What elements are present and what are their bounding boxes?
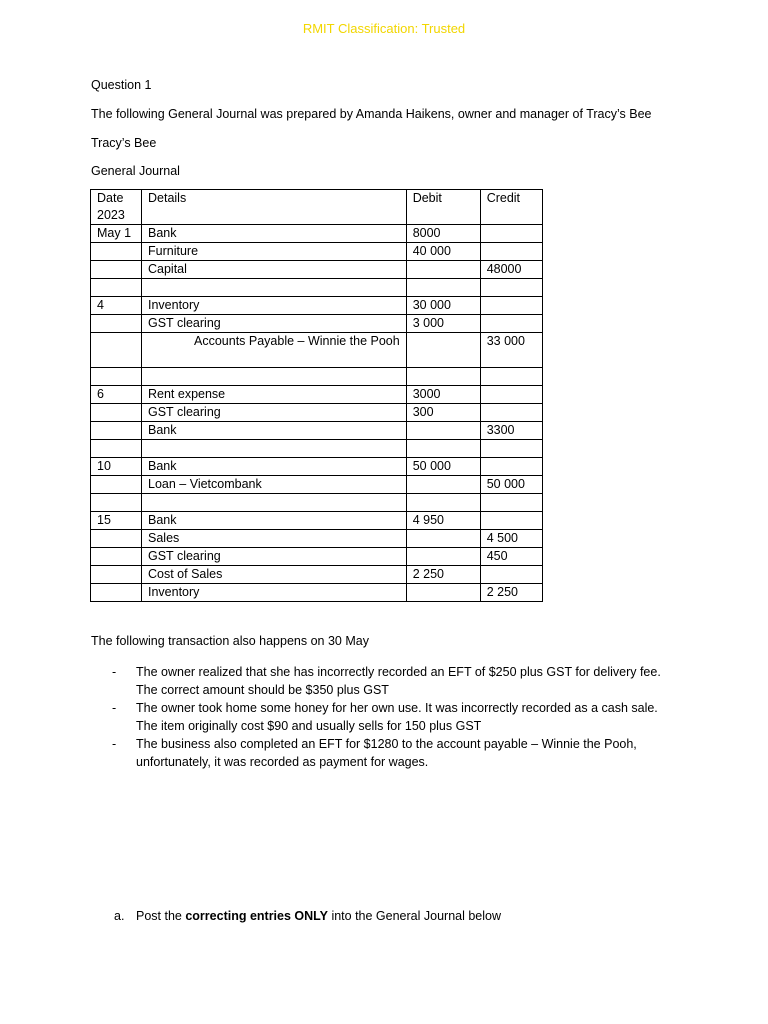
list-item <box>112 663 672 699</box>
cell-details: Capital <box>142 261 407 279</box>
table-row <box>91 297 543 315</box>
cell-credit: 2 250 <box>480 584 542 602</box>
table-header-row <box>91 190 543 225</box>
cell-debit: 50 000 <box>406 458 480 476</box>
cell-details: Bank <box>142 422 407 440</box>
header-debit: Debit <box>406 190 480 225</box>
cell-credit <box>480 368 542 386</box>
bullet-text: The business also completed an EFT for $1280 to the account payable – Winnie the Pooh, unfortunately, it was recorded as payment for wages. <box>136 737 637 769</box>
cell-details: GST clearing <box>142 315 407 333</box>
cell-details <box>142 368 407 386</box>
cell-date <box>91 315 142 333</box>
cell-credit <box>480 297 542 315</box>
cell-debit: 3000 <box>406 386 480 404</box>
list-item <box>112 699 672 735</box>
bullet-dash: - <box>112 665 117 679</box>
table-row-blank <box>91 494 543 512</box>
table-row <box>91 476 543 494</box>
cell-credit: 48000 <box>480 261 542 279</box>
cell-credit <box>480 315 542 333</box>
details-text: Accounts Payable – Winnie the Pooh <box>194 334 400 348</box>
cell-date <box>91 584 142 602</box>
table-row <box>91 548 543 566</box>
cell-debit <box>406 422 480 440</box>
table-row <box>91 261 543 279</box>
table-row-blank <box>91 440 543 458</box>
cell-details: Inventory <box>142 297 407 315</box>
cell-debit: 300 <box>406 404 480 422</box>
cell-debit <box>406 261 480 279</box>
cell-date <box>91 494 142 512</box>
cell-date <box>91 548 142 566</box>
cell-credit: 33 000 <box>480 333 542 368</box>
cell-credit <box>480 279 542 297</box>
cell-credit <box>480 386 542 404</box>
cell-details: Cost of Sales <box>142 566 407 584</box>
bullet-dash: - <box>112 737 117 751</box>
question-a <box>114 909 501 923</box>
cell-details <box>142 279 407 297</box>
cell-date <box>91 261 142 279</box>
cell-details: Furniture <box>142 243 407 261</box>
table-row <box>91 584 543 602</box>
cell-date: 4 <box>91 297 142 315</box>
cell-debit: 40 000 <box>406 243 480 261</box>
cell-date: 10 <box>91 458 142 476</box>
cell-debit <box>406 279 480 297</box>
intro-text: The following General Journal was prepared by Amanda Haikens, owner and manager of Tracy’s Bee <box>91 107 652 121</box>
cell-date <box>91 422 142 440</box>
cell-credit <box>480 243 542 261</box>
cell-date <box>91 404 142 422</box>
cell-details: Sales <box>142 530 407 548</box>
question-a-suffix: into the General Journal below <box>327 909 502 923</box>
cell-details: Bank <box>142 225 407 243</box>
table-row <box>91 225 543 243</box>
cell-debit: 30 000 <box>406 297 480 315</box>
table-row <box>91 243 543 261</box>
cell-date <box>91 243 142 261</box>
cell-credit <box>480 404 542 422</box>
cell-date: 15 <box>91 512 142 530</box>
bullet-text: The owner realized that she has incorrectly recorded an EFT of $250 plus GST for delivery fee. The correct amount should be $350 plus GST <box>136 665 661 697</box>
table-row <box>91 404 543 422</box>
cell-credit: 3300 <box>480 422 542 440</box>
header-date: Date 2023 <box>91 190 142 225</box>
bullet-text: The owner took home some honey for her own use. It was incorrectly recorded as a cash sale. The item originally cost $90 and usually sells for 150 plus GST <box>136 701 658 733</box>
cell-credit <box>480 440 542 458</box>
table-row <box>91 566 543 584</box>
table-row <box>91 530 543 548</box>
bullet-dash: - <box>112 701 117 715</box>
cell-date <box>91 279 142 297</box>
cell-credit <box>480 494 542 512</box>
cell-date: May 1 <box>91 225 142 243</box>
question-a-prefix: Post the <box>136 909 186 923</box>
business-name: Tracy’s Bee <box>91 136 157 150</box>
table-row <box>91 458 543 476</box>
table-row-blank <box>91 368 543 386</box>
table-row <box>91 422 543 440</box>
cell-credit: 450 <box>480 548 542 566</box>
cell-debit <box>406 368 480 386</box>
list-item <box>112 735 672 771</box>
cell-details <box>142 494 407 512</box>
cell-credit <box>480 512 542 530</box>
cell-debit <box>406 333 480 368</box>
header-credit: Credit <box>480 190 542 225</box>
cell-details: Bank <box>142 512 407 530</box>
cell-details: Bank <box>142 458 407 476</box>
cell-details: Inventory <box>142 584 407 602</box>
cell-debit <box>406 440 480 458</box>
cell-details: Rent expense <box>142 386 407 404</box>
cell-debit: 8000 <box>406 225 480 243</box>
cell-date <box>91 530 142 548</box>
cell-credit <box>480 566 542 584</box>
transaction-list <box>112 663 672 771</box>
cell-details: GST clearing <box>142 404 407 422</box>
classification-label: RMIT Classification: Trusted <box>302 21 466 36</box>
cell-date <box>91 440 142 458</box>
cell-debit <box>406 530 480 548</box>
cell-debit: 3 000 <box>406 315 480 333</box>
question-title: Question 1 <box>91 78 152 92</box>
cell-details <box>142 440 407 458</box>
cell-date <box>91 333 142 368</box>
cell-debit <box>406 494 480 512</box>
question-a-bold: correcting entries ONLY <box>185 909 328 923</box>
cell-details: Loan – Vietcombank <box>142 476 407 494</box>
cell-debit <box>406 584 480 602</box>
cell-debit: 4 950 <box>406 512 480 530</box>
header-details: Details <box>142 190 407 225</box>
question-a-label: a. <box>114 909 125 923</box>
cell-credit: 4 500 <box>480 530 542 548</box>
cell-credit <box>480 458 542 476</box>
table-row <box>91 333 543 368</box>
cell-date <box>91 368 142 386</box>
table-row <box>91 512 543 530</box>
table-row <box>91 315 543 333</box>
cell-details: GST clearing <box>142 548 407 566</box>
table-row-blank <box>91 279 543 297</box>
cell-date <box>91 566 142 584</box>
cell-debit: 2 250 <box>406 566 480 584</box>
cell-date: 6 <box>91 386 142 404</box>
cell-debit <box>406 548 480 566</box>
cell-credit: 50 000 <box>480 476 542 494</box>
journal-title: General Journal <box>91 164 180 178</box>
cell-debit <box>406 476 480 494</box>
table-row <box>91 386 543 404</box>
cell-credit <box>480 225 542 243</box>
transaction-intro: The following transaction also happens on 30 May <box>91 634 369 648</box>
cell-date <box>91 476 142 494</box>
cell-details-wrapped <box>142 333 407 368</box>
general-journal-table <box>90 189 543 602</box>
